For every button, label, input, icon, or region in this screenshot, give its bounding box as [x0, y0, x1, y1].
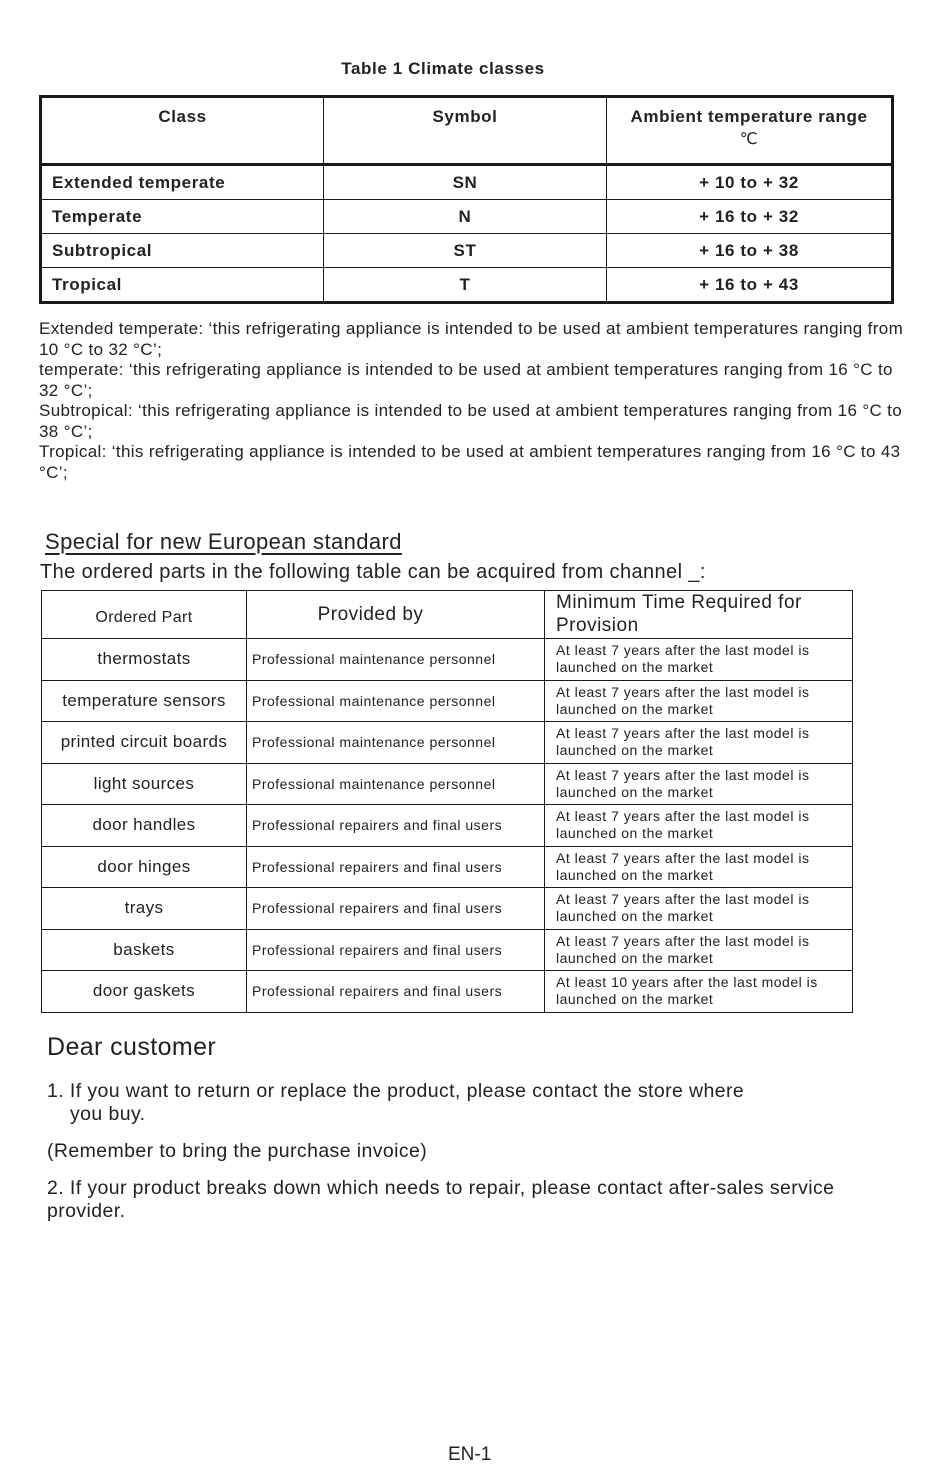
header-symbol: Symbol	[324, 97, 607, 165]
parts-table-row	[42, 639, 853, 681]
parts-table-row	[42, 888, 853, 930]
page-number: EN-1	[448, 1444, 492, 1465]
min-time-cell: At least 7 years after the last model is launched on the market	[545, 929, 853, 971]
european-standard-heading: Special for new European standard	[45, 529, 402, 554]
item-1-line-2: you buy.	[70, 1103, 146, 1125]
climate-table-row	[41, 234, 893, 268]
climate-description: Extended temperate: ‘this refrigerating appliance is intended to be used at ambient temperatures ranging from 10 °C to 32 °C’;	[39, 319, 904, 359]
range-cell: + 16 to + 32	[607, 200, 893, 234]
part-cell: light sources	[42, 763, 247, 805]
parts-table-row	[42, 846, 853, 888]
parts-table-row	[42, 971, 853, 1013]
parts-table-row	[42, 763, 853, 805]
parts-table-row	[42, 680, 853, 722]
range-cell: + 16 to + 43	[607, 268, 893, 303]
part-cell: door hinges	[42, 846, 247, 888]
part-cell: printed circuit boards	[42, 722, 247, 764]
header-ordered-part: Ordered Part	[42, 591, 247, 639]
climate-description: Tropical: ‘this refrigerating appliance is intended to be used at ambient temperatures ranging from 16 °C to 43 °C’;	[39, 442, 901, 482]
provider-cell: Professional maintenance personnel	[247, 680, 545, 722]
header-unit: ℃	[739, 131, 759, 148]
symbol-cell: T	[324, 268, 607, 303]
provider-cell: Professional repairers and final users	[247, 805, 545, 847]
min-time-cell: At least 7 years after the last model is launched on the market	[545, 680, 853, 722]
header-provided-by: Provided by	[247, 591, 545, 639]
climate-table-row	[41, 165, 893, 200]
part-cell: door gaskets	[42, 971, 247, 1013]
part-cell: baskets	[42, 929, 247, 971]
provider-cell: Professional maintenance personnel	[247, 763, 545, 805]
provider-cell: Professional maintenance personnel	[247, 722, 545, 764]
range-cell: + 10 to + 32	[607, 165, 893, 200]
parts-table-header-row	[42, 591, 853, 639]
item-1-line-1: 1. If you want to return or replace the product, please contact the store where	[47, 1080, 745, 1102]
climate-table-row	[41, 268, 893, 303]
provider-cell: Professional repairers and final users	[247, 929, 545, 971]
part-cell: door handles	[42, 805, 247, 847]
symbol-cell: N	[324, 200, 607, 234]
provider-cell: Professional maintenance personnel	[247, 639, 545, 681]
parts-table-row	[42, 929, 853, 971]
climate-table-header-row	[41, 97, 893, 165]
range-cell: + 16 to + 38	[607, 234, 893, 268]
climate-table-row	[41, 200, 893, 234]
climate-description: Subtropical: ‘this refrigerating appliance is intended to be used at ambient temperatures ranging from 16 °C to 38 °C’;	[39, 401, 903, 441]
header-min-time: Minimum Time Required for Provision	[545, 591, 853, 639]
symbol-cell: ST	[324, 234, 607, 268]
climate-descriptions	[39, 319, 909, 483]
part-cell: trays	[42, 888, 247, 930]
ordered-parts-table	[41, 590, 853, 1013]
min-time-cell: At least 7 years after the last model is launched on the market	[545, 805, 853, 847]
header-range: Ambient temperature range ℃	[607, 97, 893, 165]
min-time-cell: At least 10 years after the last model is launched on the market	[545, 971, 853, 1013]
min-time-cell: At least 7 years after the last model is launched on the market	[545, 846, 853, 888]
header-class: Class	[41, 97, 324, 165]
dear-customer-item-2: 2. If your product breaks down which needs to repair, please contact after-sales service provider.	[47, 1177, 835, 1222]
part-cell: temperature sensors	[42, 680, 247, 722]
class-cell: Extended temperate	[41, 165, 324, 200]
climate-classes-table	[39, 95, 894, 304]
min-time-cell: At least 7 years after the last model is launched on the market	[545, 722, 853, 764]
class-cell: Temperate	[41, 200, 324, 234]
class-cell: Subtropical	[41, 234, 324, 268]
climate-description: temperate: ‘this refrigerating appliance is intended to be used at ambient temperatures ranging from 16 °C to 32 °C’;	[39, 360, 893, 400]
part-cell: thermostats	[42, 639, 247, 681]
class-cell: Tropical	[41, 268, 324, 303]
symbol-cell: SN	[324, 165, 607, 200]
dear-customer-note: (Remember to bring the purchase invoice)	[47, 1140, 428, 1162]
dear-customer-title: Dear customer	[47, 1033, 217, 1061]
parts-table-row	[42, 805, 853, 847]
min-time-cell: At least 7 years after the last model is launched on the market	[545, 888, 853, 930]
parts-table-row	[42, 722, 853, 764]
provider-cell: Professional repairers and final users	[247, 971, 545, 1013]
min-time-cell: At least 7 years after the last model is launched on the market	[545, 639, 853, 681]
climate-table-caption: Table 1 Climate classes	[341, 59, 545, 78]
european-standard-intro: The ordered parts in the following table can be acquired from channel _:	[40, 561, 706, 583]
provider-cell: Professional repairers and final users	[247, 846, 545, 888]
min-time-cell: At least 7 years after the last model is launched on the market	[545, 763, 853, 805]
provider-cell: Professional repairers and final users	[247, 888, 545, 930]
dear-customer-item-1	[47, 1080, 867, 1126]
